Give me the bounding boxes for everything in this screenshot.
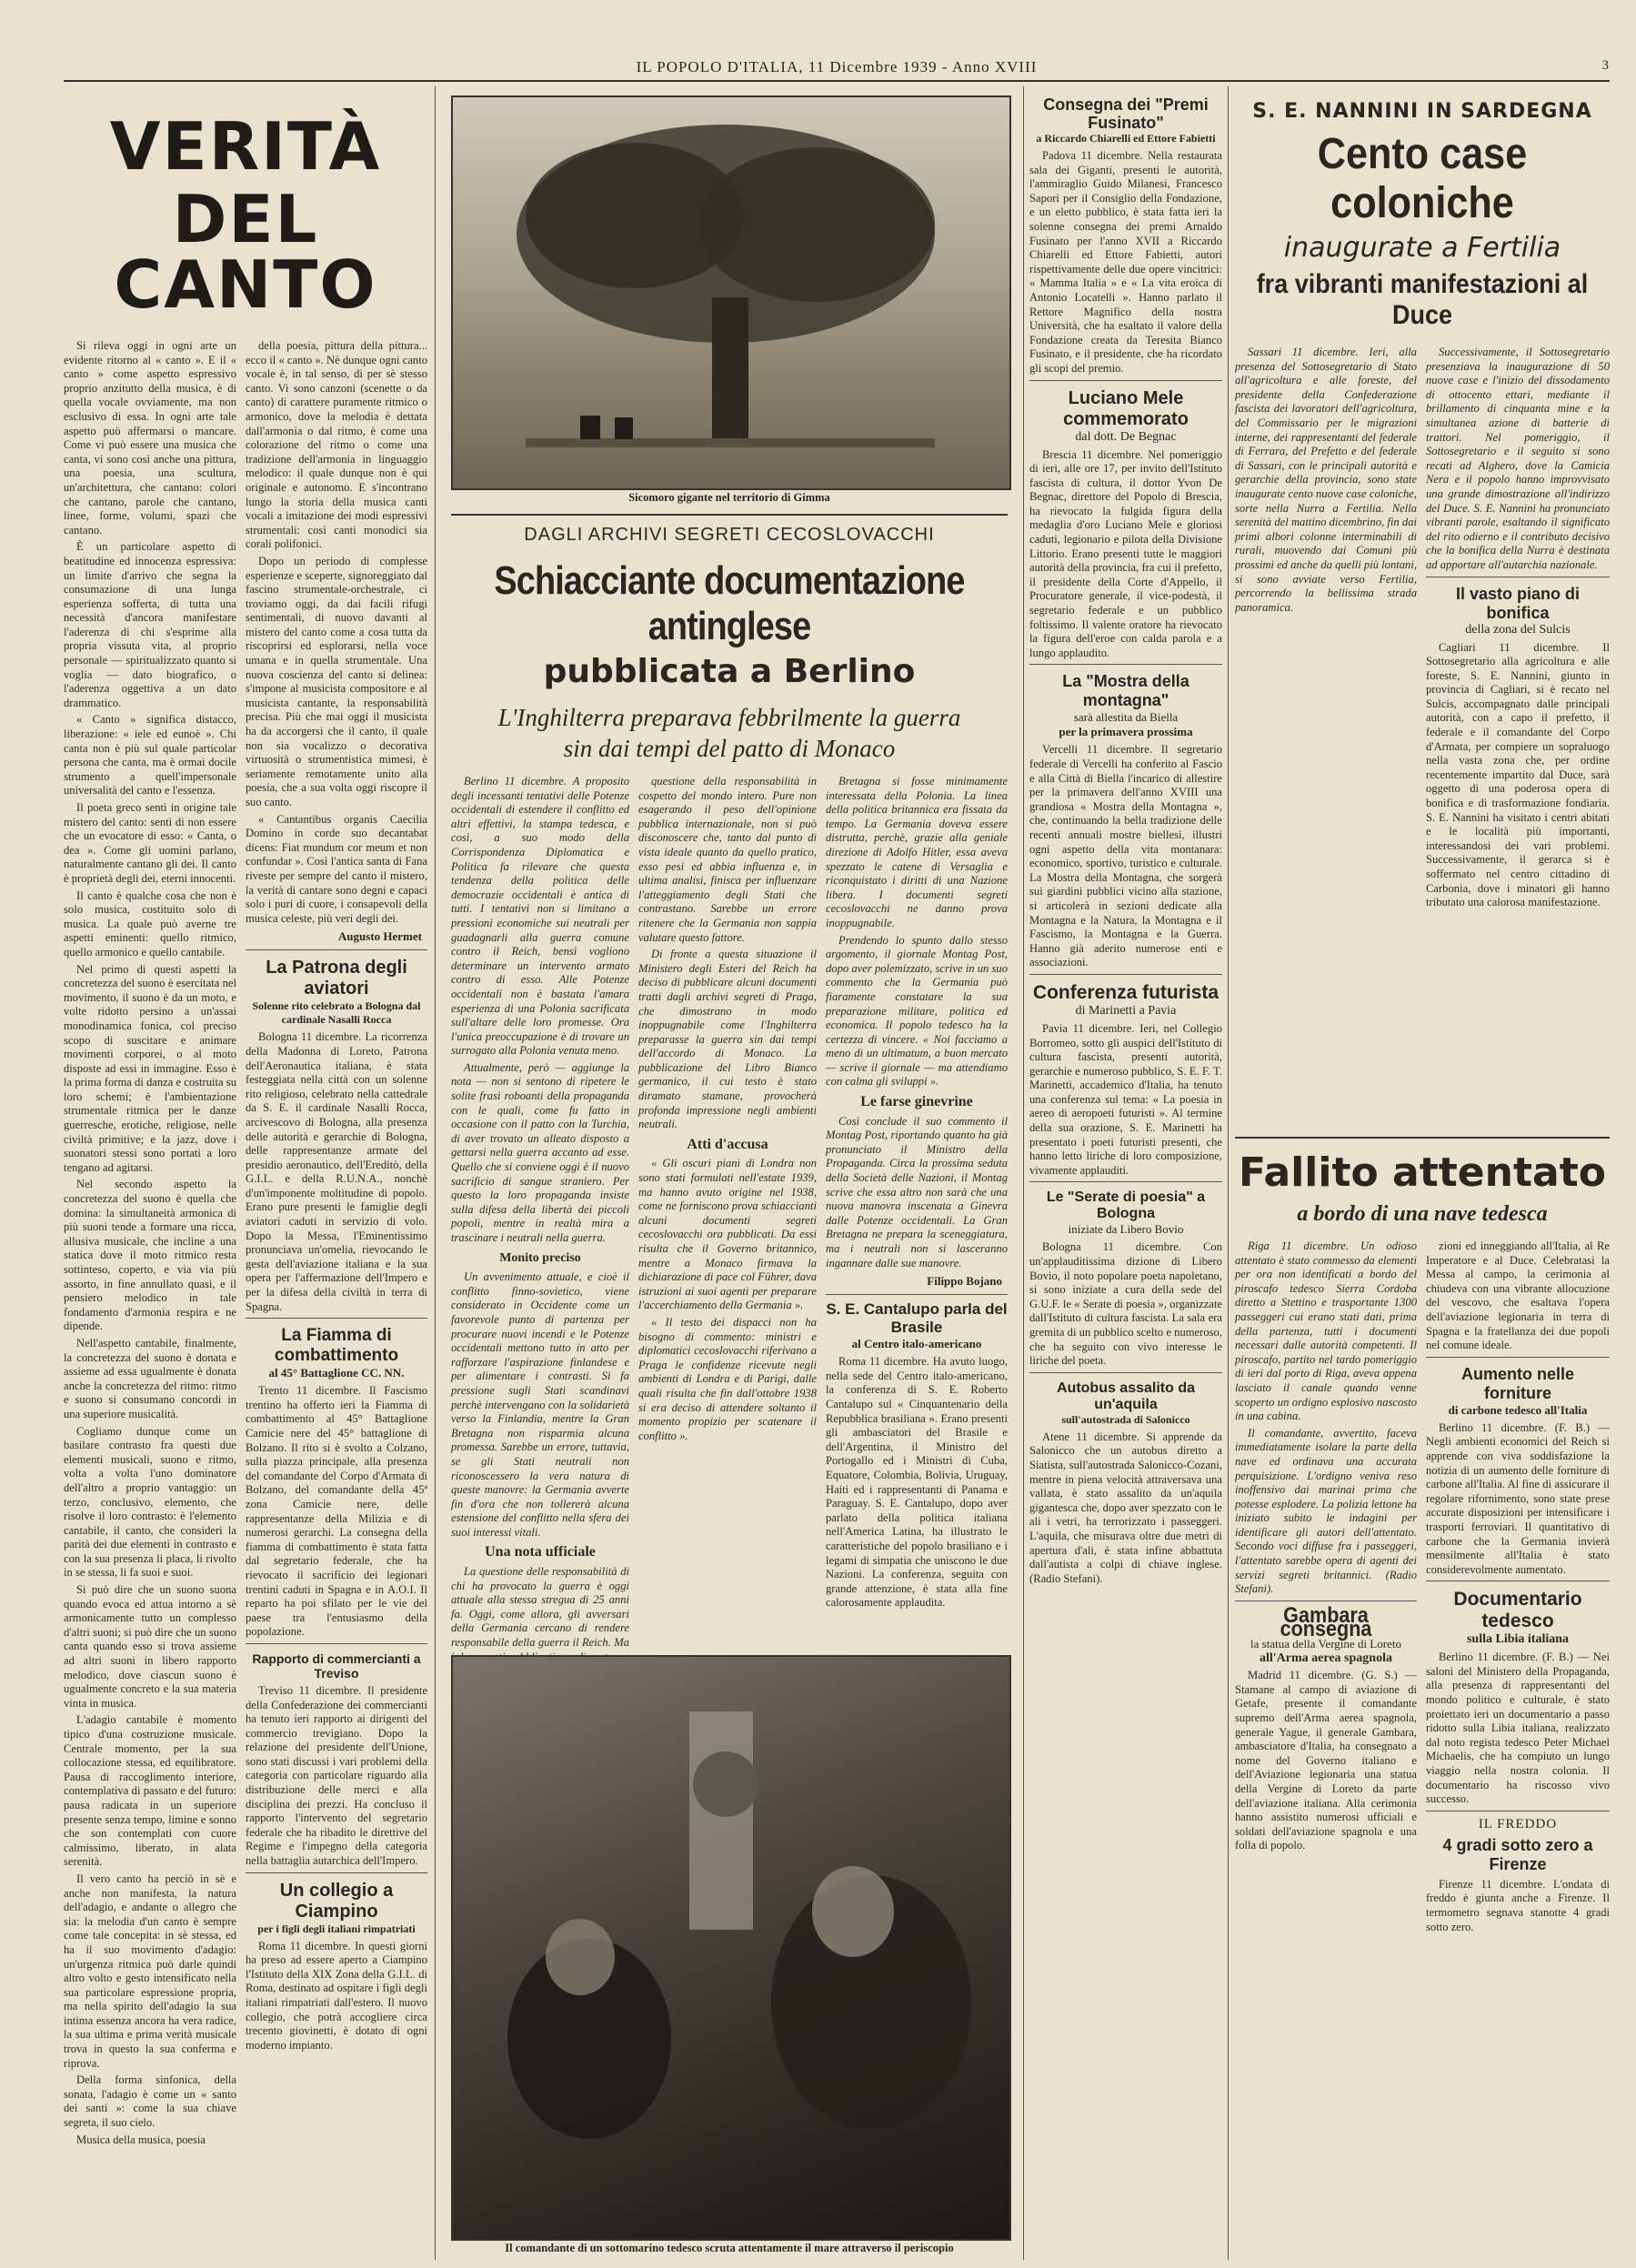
subhead-nota-ufficiale: Una nota ufficiale — [485, 1544, 596, 1561]
author-signature: Augusto Hermet — [337, 929, 422, 944]
paragraph: Bologna 11 dicembre. La ricorrenza della Madonna di Loreto, Patrona dell'Aeronautica italiana, è stata festeggiata nella città con un solenne rito religioso, celebrato nella cattedrale da S. E. il cardinale Nasalli Rocca, arcivescovo di Bologna, alla presenza delle autorità e gerarchie di Bologna, delle rappresentanze armate del presidio aeronautico, dell'Ereditò, della G.I.L. e della R.U.N.A., nonchè d'un'imponente moltitudine di popolo. Erano pure presenti le famiglie degli aviatori caduti in servizio di volo. Dopo la Messa, l'Eminentissimo pronunciava un'omelia, rievocando le gesta dell'aviazione italiana e la sua opera per l'affermazione dell'Impero e per la difesa della civiltà in terra di Spagna. — [246, 1030, 427, 1313]
paragraph: Vercelli 11 dicembre. Il segretario federale di Vercelli ha conferito al Fascio e alla Città di Biella l'incarico di allestire per la primavera dell'anno XVIII una grandiosa « Mostra della Montagna », che, continuando la bella tradizione delle recenti annuali mostre biellesi, illustri ogni aspetto della vita montanara: economico, sportivo, turistico e culturale. La Mostra della Montagna, che sorgerà sui giardini pubblici vicino alla stazione, si articolerà in sezioni dedicate alla Montagna e la Natura, la Montagna e il Fascismo, la Montagna e la Guerra. Hanno già aderito numerose enti e associazioni. — [1029, 743, 1222, 969]
divider — [451, 514, 1008, 516]
paragraph: Roma 11 dicembre. In questi giorni ha preso ad essere aperto a Ciampino l'Istituto della XIX Zona della G.I.L. di Roma, destinato ad ospitare i figli degli italiani rimpatriati dall'estero. Il nuovo collegio, che potrà accogliere circa trecento giovinetti, è dotato di ogni moderno impianto. — [246, 1939, 427, 2052]
divider — [1426, 1357, 1610, 1358]
headline-cantalupo-brasile: S. E. Cantalupo parla del Brasile — [826, 1300, 1008, 1337]
subhead-carbone: di carbone tedesco all'Italia — [1448, 1402, 1588, 1417]
article-cento-case — [1235, 346, 1417, 913]
paragraph: Musica della musica, poesia — [76, 2133, 206, 2146]
paragraph: Sassari 11 dicembre. Ieri, alla presenza del Sottosegretario di Stato all'agricoltura e alle foreste, del presidente della Confederazione fascista dei lavoratori dell'agricoltura, del Commissario per le migrazioni interne, dei rappresentanti del federale di Ferrara, del Prefetto e del federale di Sassari, con le principali autorità e gerarchie della provincia, sono state inaugurate cento nuove case coloniche, sorte nella Nurra a Fertilia. Nella serenità del mattino dicembrino, fin dai primi albori colonne interminabili di rurali, muovendo dai Comuni più prossimi ed anche da quelli più lontani, si sono avviate verso Fertilia, percorrendo la bellissima strada panoramica. — [1235, 346, 1417, 614]
paragraph: questione della responsabilità in cospetto del mondo intero. Pure non esagerando il peso dell'opinione pubblica internazionale, non si può disconoscere che, tanto dal punto di vista ideale quanto da quello pratico, esso pesi ed abbia influenza e, in ultima analisi, finisca per influenzare l'atteggiamento degli Stati che contrastano. Sarebbe un errore ritenere che la Germania non sappia valutare questo fattore. — [638, 775, 817, 944]
paragraph: Pavia 11 dicembre. Ieri, nel Collegio Borromeo, sotto gli auspici dell'Istituto di cultura fascista, presenti autorità, gerarchie e numeroso pubblico, S. E. F. T. Marinetti, accademico d'Italia, ha tenuto una conferenza sul tema: « La poesia in aereo di aeropoeti futuristi ». Al termine della sua orazione, S. E. Marinetti ha presentato i poeti futuristi presenti, che hanno letto liriche di loro composizione, vivamente applauditi. — [1029, 1021, 1222, 1177]
author-signature-bojano: Filippo Bojano — [927, 1274, 1002, 1289]
headline-cento-case: Cento case coloniche — [1317, 130, 1528, 227]
paragraph: È un particolare aspetto di beatitudine ed innocenza espressiva: un limite d'arrivo che segna la consumazione di una lunga esperienza sofferta, di tutta una necessità d'ancora manifestare l'aderenza di chi s'esprime alla propria vissuta vita, al proprio personale — spiritualizzato quanto si voglia — dato biografico, o l'aderenza oggettiva a un dato drammatico. — [64, 540, 236, 709]
headline-patrona-aviatori: La Patrona degli aviatori — [266, 958, 407, 999]
headline-luciano-mele: Luciano Mele commemorato — [1063, 387, 1189, 429]
subhead-de-begnac: dal dott. De Begnac — [1075, 429, 1177, 444]
paragraph: Padova 11 dicembre. Nella restaurata sala dei Giganti, presenti le autorità, l'ammiraglio Guido Milanesi, Francesco Sapori per il Consiglio della Fondazione, e un eletto pubblico, è stata fatta ieri la solenne consegna dei premi Arnaldo Fusinato per l'anno XVII a Riccardo Chiarelli ed Ettore Fabietti, autori rispettivamente delle due opere vincitrici: « Mamma Italia » e « La vita eroica di Antonio Locatelli ». Hanno parlato il Rettore Magnifico della nostra Università, che ha esaltato il valore della Fondazione creata da Teresita Bianco Fusinato, e il presidente, che ha ricordato gli scopi del premio. — [1029, 149, 1222, 375]
headline-autobus-aquila: Autobus assalito da un'aquila — [1056, 1380, 1196, 1412]
headline-verita: VERITÀ — [109, 108, 382, 185]
article-verita-col-a — [64, 339, 236, 2150]
photo-sycamore — [451, 95, 1011, 490]
label-freddo: IL FREDDO — [1478, 1816, 1558, 1831]
paragraph: Attualmente, però — aggiunge la nota — non si sentono di ripetere le solite frasi roboanti della propaganda con le quali, come fu fatto in occasione con il patto con la Turchia, di aver trovato un alleato disposto a gettarsi nella guerra accanto ad esse. Quello che si conviene oggi è il nuovo sacrificio di sangue straniero. Per questo la loro propaganda insiste sulla difesa della libertà dei piccoli popoli, mentre in realtà mira a trascinare i neutrali nella guerra. — [451, 1060, 629, 1244]
subhead-atti-accusa: Atti d'accusa — [687, 1136, 768, 1152]
submarine-illustration — [453, 1657, 1009, 2239]
paragraph: Nel primo di questi aspetti la concretezza del suono è esercitata nel movimento, il suono è da un moto, e volte ridotto persino a un'assai monodinamica fonica, col preciso scopo di suscitare e animare movimenti corporei, o al moto disposte ad essi in immagine. Esso è la prima forma di danza e costruita su loro schemi; è l'ambientazione strumentale ritmica per le danze guerresche, erotiche, religiose, nelle civiltà primitive; e la jazz, dove i suonatori stessi sono portati a loro tengano ad agitarsi. — [64, 962, 236, 1174]
divider — [1029, 974, 1222, 975]
paragraph: L'adagio cantabile è momento tipico d'una costruzione musicale. Centrale momento, per la sua collocazione stessa, ed equilibratore. Pausa di raccoglimento interiore, contemplativa di passato e del futuro: pausa radicata in un superiore presente senza tempo, limine e sonno che son contemplati con cuore calmissimo, liberato, in alata serenità. — [64, 1713, 236, 1869]
subhead-farse-ginevrine: Le farse ginevrine — [860, 1094, 973, 1110]
subhead-nave-tedesca: a bordo di una nave tedesca — [1297, 1202, 1548, 1226]
paragraph: Un avvenimento attuale, e cioè il conflitto finno-sovietico, viene considerato in Occidente come un favorevole punto di partenza per procurare nuovi incendi e le Potenze occidentali mettono tutto in atto per rafforzare l'aspirazione finlandese e per alimentare i contrasti. Si fa pressione sugli Stati scandinavi perchè intervengano con la solidarietà verso la Finlandia, mentre la Gran Bretagna non risparmia alcuna promessa. Sarebbe un errore, tuttavia, se gli Stati neutrali non riconoscessero la vera natura di queste manovre: la Germania avverte fin d'ora che non tollererà alcuna estensione del conflitto nella sfera dei suoi interessi vitali. — [451, 1270, 629, 1539]
headline-serate-poesia: Le "Serate di poesia" a Bologna — [1046, 1189, 1206, 1222]
main-article-col-b — [638, 775, 817, 1738]
divider — [246, 1872, 427, 1873]
subhead-salonicco: sull'autostrada di Salonicco — [1061, 1412, 1190, 1426]
paragraph: Cagliari 11 dicembre. Il Sottosegretario alla agricoltura e alle foreste, S. E. Nannini, giunto in provincia di Cagliari, si è recato nel Sulcis, accompagnato dalle principali autorità, con a capo il prefetto, il federale e il comandante del Corpo d'Armata, per compiere un sopraluogo nella vasta zona che, per ordine recentemente impartito dal Duce, sarà oggetto di una poderosa opera di bonifica e di trasformazione fondiaria. S. E. Nannini ha visitato i centri abitati e le località più importanti, interessandosi dei vari problemi. Successivamente, il gerarca si è soffermato nel centro cittadino di Carbonia, dove i minatori gli hanno tributato una calorosa manifestazione. — [1426, 640, 1610, 909]
paragraph: della poesia, pittura della pittura... ecco il « canto ». Nè dunque ogni canto vocale è, in tal senso, di per sè stesso canto. Vi sono canzoni (scenette o da canto) di carattere puramente ritmico o armonico, dove la melodia è dettata dall'armonia o dal ritmo, è come una colorazione del ritmo o come una tradizione dell'armonia in linguaggio melodico: il quale dunque non è qui originale e autonomo. E s'incontrano lungo la storia della musica canti vocali a imitazione dei modi espressivi strumentali: così canti monodici sia corali polifonici. — [246, 339, 427, 551]
paragraph: Nel secondo aspetto la concretezza del suono è quella che domina: la simultaneità armonica di più suoni tende a formare una ricca, allusiva musicale, che incline a una statica dove il moto ritmico resta sottinteso, coperto, e via via più assorto, in fine annullato quasi, e il pensiero melodico in tale fondamento d'armonia respira e ne dipende. — [64, 1178, 236, 1333]
paragraph: Successivamente, il Sottosegretario presenziava la inaugurazione di 50 nuove case e l'inizio del dissodamento di ottocento ettari, mediante il brillamento di cinquanta mine e la simultanea azione di batterie di trattori. Nel pomeriggio, il Sottosegretario e il seguito si sono recati ad Alghero, dove la Camicia Nera e il popolo hanno improvvisato una grande dimostrazione all'indirizzo del Duce. S. E. Nannini ha pronunciato vibranti parole, esaltando il significato del rito odierno e il contributo decisivo che la bonifica della Nurra è destinata ad apportare all'autarchia nazionale. — [1426, 346, 1610, 571]
paragraph: Berlino 11 dicembre. (F. B.) — Negli ambienti economici del Reich si apprende con viva soddisfazione la notizia di un aumento delle forniture di carbone all'Italia. Al fine di assicurare il regolare rifornimento, sono state prese accurate disposizioni per intensificare i trasporti ferroviari. Il quantitativo di carbone che la Germania invierà mensilmente all'Italia è stato considerevolmente aumentato. — [1426, 1420, 1610, 1576]
article-fallito-attentato — [1235, 1239, 1417, 1937]
headline-del-canto: DEL CANTO — [114, 181, 377, 323]
subhead-cantalupo: al Centro italo-americano — [851, 1337, 982, 1351]
paragraph: Cogliamo dunque come un basilare contrasto fra questi due elementi musicali, suono e ritmo, volta a volta l'uno dominatore dell'altro a proprio vantaggio: un terzo, conclusivo, elemento, che risolve il loro contrasto: è l'elemento cantabile, il canto, che consideri la parità dei due elementi in contrasto e con la sua presenza li placa, li rivolto in se stessa, li fa suoi e suoi. — [64, 1424, 236, 1580]
page-number: 3 — [1601, 58, 1610, 73]
main-article-col-c — [826, 775, 1008, 1738]
headline-premi-fusinato: Consegna dei "Premi Fusinato" — [1043, 95, 1209, 132]
paragraph: Atene 11 dicembre. Si apprende da Salonicco che un autobus diretto a Siatista, sull'autostrada Salonicco-Cozani, mentre in piena velocità attraversava una vallata, è stato assalito da un'aquila gigantesca che, dopo aver spezzato con le ali i vetri, ha terrorizzato i passeggeri. L'aquila, che misurava oltre due metri di apertura d'ali, è stata infine abbattuta dall'autista a colpi di chiave inglese. (Radio Stefani). — [1029, 1430, 1222, 1585]
paragraph: Berlino 11 dicembre. A proposito degli incessanti tentativi delle Potenze occidentali di estendere il conflitto ed altri effettivi, la stampa tedesca, e così, a suo modo della Corrispondenza Diplomatica e Politica fa rilevare che questa tendenza della politica delle democrazie occidentali è antica di tutti. I tentativi non si limitano a pressioni economiche sui neutrali per guadagnarli alla guerra comune contro il Reich, bensì vogliono determinare un intervento armato contro di esso. Alle Potenze occidentali non è bastata l'amara esperienza di una Polonia sacrificata sull'altare delle loro promesse. Ora l'unica preoccupazione è di trovare un surrogato alla Polonia venuta meno. — [451, 775, 629, 1058]
divider — [1029, 1372, 1222, 1373]
paragraph: Il canto è qualche cosa che non è solo musica, costituito solo di musica. La quale può averne tre aspetti eminenti: quello ritmico, quello armonico e quello cantabile. — [64, 888, 236, 958]
column-rule — [435, 86, 436, 2260]
divider — [1029, 664, 1222, 665]
subhead-fusinato: a Riccardo Chiarelli ed Ettore Fabietti — [1036, 132, 1216, 145]
subhead-vergine-loreto: la statua della Vergine di Loreto — [1250, 1637, 1401, 1651]
paragraph: Prendendo lo spunto dallo stesso argomento, il giornale Montag Post, dopo aver polemizzato, scrive in un suo commento che la Germania può fiaramente constatare la sua preparazione militare, politica ed economica. Il popolo tedesco ha la certezza di vincere. « Noi facciamo a meno di un ultimatum, a buon mercato — scrive il giornale — ma attendiamo con calma gli sviluppi ». — [826, 933, 1008, 1089]
divider — [1029, 380, 1222, 381]
paragraph: La questione delle responsabilità di chi ha provocato la guerra è oggi attuale alla stessa stregua di 25 anni fa. Oggi, come allora, gli avversari della Germania cercano di rendere responsabile della guerra il Reich. Ma — [451, 1565, 629, 1650]
article-right-col-b — [1426, 1239, 1610, 1937]
masthead-title: IL POPOLO D'ITALIA, 11 Dicembre 1939 - Anno XVIII — [636, 58, 1038, 75]
paragraph: Firenze 11 dicembre. L'ondata di freddo è giunta anche a Firenze. Il termometro segnava stanotte 4 gradi sotto zero. — [1426, 1877, 1610, 1933]
section-label-archivi: DAGLI ARCHIVI SEGRETI CECOSLOVACCHI — [524, 525, 935, 545]
column-news-briefs — [1029, 95, 1222, 2260]
article-verita-col-b — [246, 339, 427, 2150]
subhead-libia: sulla Libia italiana — [1466, 1632, 1570, 1647]
headline-mostra-montagna: La "Mostra della montagna" — [1062, 672, 1189, 710]
paragraph: Nell'aspetto cantabile, finalmente, la concretezza del suono è donata e assieme ad essa ugualmente è donata anche la concretezza del ritmo: ritmo e suono si consumano concordi in una superiore musicalità. — [64, 1336, 236, 1420]
headline-forniture-carbone: Aumento nelle forniture — [1460, 1364, 1574, 1402]
subhead-patrona: Solenne rito celebrato a Bologna dal cardinale Nasalli Rocca — [252, 999, 421, 1027]
divider — [1029, 1181, 1222, 1182]
main-subheadline: L'Inghilterra preparava febbrilmente la guerra sin dai tempi del patto di Monaco — [497, 704, 961, 762]
headline-fiamma-combattimento: La Fiamma di combattimento — [274, 1326, 399, 1366]
main-article-col-a — [451, 775, 629, 1738]
subhead-fiamma: al 45° Battaglione CC. NN. — [268, 1366, 405, 1380]
divider — [826, 1294, 1008, 1295]
paragraph: Brescia 11 dicembre. Nel pomeriggio di ieri, alle ore 17, per invito dell'Istituto fascista di cultura, il dottor Yvon De Begnac, direttore del Popolo di Brescia, ha rievocato la fulgida figura della medaglia d'oro Luciano Mele e gloriosi caduti, legionario e pilota della Divisione Littorio. Erano presenti tutte le maggiori autorità della provincia, fra cui il prefetto, il presidente della Corte d'Appello, il Procuratore generale, il vice-podestà, il segretario federale e un pubblico foltissimo. Il valente oratore ha rievocato la figura dell'eroe con calda parola e a lungo applaudito. — [1029, 447, 1222, 659]
paragraph: zioni ed inneggiando all'Italia, al Re Imperatore e al Duce. Celebratasi la Messa al campo, la cerimonia al chiudeva con una vibrante allocuzione del vescovo, che esaltava l'opera dell'aviazione legionaria in terra di Spagna e la fratellanza dei due popoli nel comune ideale. — [1426, 1239, 1610, 1352]
subhead-manifestazioni-duce: fra vibranti manifestazioni al Duce — [1256, 269, 1589, 330]
masthead — [64, 56, 1610, 82]
paragraph: Il poeta greco sentì in origine tale mistero del canto: sentì di non essere che un evocatore di esso: « Canta, o dea ». Come gli uomini parlano, naturalmente cantano gli dei. Il canto è proprietà degli dei, eterni innocenti. — [64, 801, 236, 885]
subhead-libero-bovio: iniziate da Libero Bovio — [1068, 1222, 1184, 1237]
divider — [246, 1643, 427, 1644]
label-nannini-sardegna: S. E. NANNINI IN SARDEGNA — [1252, 100, 1592, 123]
photo-caption-submarine: Il comandante di un sottomarino tedesco scruta attentamente il mare attraverso il periscopio — [505, 2242, 954, 2254]
main-headline: Schiacciante documentazione antinglese — [494, 558, 965, 648]
paragraph: Bologna 11 dicembre. Con un'applauditissima dizione di Libero Bovio, il noto popolare poeta napoletano, si sono iniziate a cura della sede del G.U.F. le « Serate di poesia », organizzate dall'Istituto di cultura fascista. La sala era gremita di un pubblico scelto e numeroso, che ha seguito con vivo interesse le liriche del poeta. — [1029, 1240, 1222, 1368]
divider — [246, 949, 427, 950]
paragraph: « Canto » significa distacco, liberazione: « iele ed eunoè ». Chi canta non è più sul quale particolar persona che canta, ma è ormai docile strumento a quell'impersonale universalità del canto e l'essenza. — [64, 713, 236, 798]
column-rule — [1023, 86, 1024, 2260]
headline-gradi-firenze: 4 gradi sotto zero a Firenze — [1442, 1835, 1593, 1873]
paragraph: Riga 11 dicembre. Un odioso attentato è stato commesso da elementi per ora non identificati a bordo del piroscafo tedesco Sierra Cordoba diretto a Stettino e trasportante 1300 passeggeri cui erano stati dati, prima della partenza, tutti i documenti necessari dalle autorità competenti. Il piroscafo, partito nel tardo pomeriggio di ieri dal porto di Riga, aveva appena lasciato il canale quando venne scoperto un ordigno esplosivo nascosto in una cabina. — [1235, 1239, 1417, 1423]
column-rule — [1228, 86, 1229, 2260]
photo-caption-sycamore: Sicomoro gigante nel territorio di Gimma — [628, 491, 830, 504]
divider — [246, 1318, 427, 1319]
paragraph: Si può dire che un suono suona quando evoca ed attua intorno a sè armonicamente tutto un complesso d'altri suoni; si può dire che un suono canta quando esso si trova assieme ad altri suoni in libero rapporto melodico, dove ciascun suono è ugualmente concreto e la sua materia vinta in musica. — [64, 1583, 236, 1710]
column-culture — [64, 86, 427, 2260]
divider — [1235, 1137, 1610, 1139]
article-cento-case-col-b — [1426, 346, 1610, 913]
paragraph: Si rileva oggi in ogni arte un evidente ritorno al « canto ». E il « canto » come aspetto espressivo proprio anzitutto della musica, è di quella vocale ovviamente, ma non esclusivo di essa. In ogni arte tale aspetto può affermarsi o mancare. Come vi può essere una musica che canta, vi sono così anche una pittura, una poesia, una scultura, un'architettura, che cantano: colori che cantano, parole che cantano, linee, forme, volumi, spazi che cantano. — [64, 339, 236, 537]
subhead-marinetti: di Marinetti a Pavia — [1075, 1003, 1177, 1018]
headline-collegio-ciampino: Un collegio a Ciampino — [279, 1880, 394, 1922]
headline-piano-bonifica: Il vasto piano di bonifica — [1455, 584, 1581, 622]
headline-fallito-attentato: Fallito attentato — [1239, 1149, 1606, 1196]
paragraph: Berlino 11 dicembre. (F. B.) — Nei saloni del Ministero della Propaganda, alla presenza di rappresentanti del mondo politico e culturale, è stato proiettato ieri un documentario a passo ridotto sulla Libia italiana, realizzato dal noto regista tedesco Peter Michael Michaelis, che ha compiuto un lungo viaggio nella nostra colonia. Il documentario ha riscosso vivo successo. — [1426, 1651, 1610, 1806]
paragraph: Roma 11 dicembre. Ha avuto luogo, nella sede del Centro italo-americano, la conferenza di S. E. Roberto Cantalupo sul « Cinquantenario della Repubblica brasiliana ». Erano presenti gli ambasciatori del Brasile e dell'Argentina, il Ministro del Portogallo ed i Ministri di Cuba, Equatore, Colombia, Bolivia, Uruguay, Haiti ed i rappresentanti di Panama e Paraguay. S. E. Cantalupo, dopo aver parlato della politica italiana nell'America Latina, ha illustrato le caratteristiche del popolo brasiliano e i legami di simpatia che uniscono le due Nazioni. La conferenza, seguita con grande attenzione, è stata alla fine calorosamente applaudita. — [826, 1355, 1008, 1610]
paragraph: Così conclude il suo commento il Montag Post, riportando quanto ha già pronunciato il Ministro della Propaganda. Circa la prossima seduta della Società delle Nazioni, il Montag scrive che essa altro non sarà che una nuova manovra inscenata a Ginevra dalle Potenze occidentali. La Gran Bretagna ne prepara la sceneggiatura, ma i neutrali non si lasceranno ingannare dalle sue manovre. — [826, 1114, 1008, 1269]
subhead-arma-aerea: all'Arma aerea spagnola — [1260, 1651, 1392, 1665]
paragraph: Di fronte a questa situazione il Ministero degli Esteri del Reich ha deciso di pubblicare alcuni documenti tratti dagli archivi segreti di Praga, che dimostrano in modo inoppugnabile come l'Inghilterra preparasse la guerra sin dai tempi dell'accordo di Monaco. La pubblicazione del Libro Bianco germanico, il cui testo è stato diramato stamane, provocherà profonda impressione negli ambienti neutrali. — [638, 948, 817, 1131]
headline-gambara-consegna: Gambara consegna — [1280, 1602, 1372, 1642]
column-right — [1235, 91, 1610, 2260]
subhead-fertilia: inaugurate a Fertilia — [1283, 232, 1561, 264]
headline-documentario-tedesco: Documentario tedesco — [1453, 1589, 1582, 1632]
headline-conferenza-futurista: Conferenza futurista — [1032, 981, 1219, 1003]
paragraph: Trento 11 dicembre. Il Fascismo trentino ha offerto ieri la Fiamma di combattimento al 45° Battaglione Camicie nere del 45° battaglione di Bolzano. Il rito si è svolto a Colzano, sulla piazza principale, alla presenza del comandante del Corpo d'Armata di Bolzano, del comandante della 45ª zona Camicie nere, delle rappresentanze della Milizia e di numerosi gerarchi. La consegna della fiamma di combattimento è stata fatta dal segretario federale, che ha rievocato il sacrificio dei legionari trentini caduti in Spagna e in A.O.I. Il reparto ha poi sfilato per le vie del paese tra l'entusiasmo della popolazione. — [246, 1384, 427, 1639]
paragraph: Dopo un periodo di complesse esperienze e sceperte, signoreggiato dal fascino strumentale-orchestrale, ci troviamo oggi, da dai facili rifugi sentimentali, di nuovo davanti al mistero del canto come a cosa tutta da riscoprirsi ed esplorarsi, nella voce umana e in quella strumentale. Una nuova coscienza del canto si delinea: s'impone al musicista compositore e al musicista cantante, la responsabilità precisa. Più che mai oggi il musicista ha da accorgersi che il canto, il quale non sia vocalizzo o decorativa virtuosità o strumentistica mimesi, è seriamente remotamente unito alla poesia, che a sua volta oggi riscopre il suo canto. — [246, 554, 427, 808]
paragraph: Della forma sinfonica, della sonata, l'adagio è come un « santo dei santi »: come la sua chiave segreta, il suo cielo. — [64, 2073, 236, 2130]
subhead-biella: sarà allestita da Biella — [1073, 710, 1179, 725]
paragraph: « Cantantibus organis Caecilia Domino in corde suo decantabat dicens: Fiat mundum cor meum et non confundar ». Così l'antica santa di Fana riveste per sempre del canto il mistero, la verità di cantare sono degni e capaci solo i puri di cuore, i consapevoli della musica celeste, più veri degli dei. — [246, 812, 427, 925]
paragraph: Il vero canto ha perciò in sè e anche non manifesta, la natura dell'adagio, e andante o allegro che sia: la melodia d'un canto è sempre come tale concepita: in sè stessa, ed ha il suo movimento d'adagio: un'urgenza ritmica può darle quindi altro volto e gesto intensificato nella sua particolare espressione propria, ma nella spirito dell'adagio la sua intima essenza ancora ha vera radice, la sua ultima e prima verità musicale trova in questo la sua conferma e riprova. — [64, 1872, 236, 2070]
paragraph: « Il testo dei dispacci non ha bisogno di commento: ministri e diplomatici cecoslovacchi riferivano a Praga le confidenze ricevute negli ambienti di Londra e di Parigi, dalle quali risulta che fin dall'ottobre 1938 si era deciso di attendere soltanto il momento propizio per scatenare il conflitto ». — [638, 1315, 817, 1442]
photo-submarine — [451, 1655, 1011, 2241]
tree-illustration — [453, 97, 1009, 488]
subhead-sulcis: della zona del Sulcis — [1465, 622, 1571, 637]
paragraph: « Gli oscuri piani di Londra non sono stati formulati nell'estate 1939, ma hanno avuto origine nel 1938, come ne forniscono prova schiaccianti alcuni documenti segreti cecoslovacchi ora pubblicati. Da essi risulta che il Governo britannico, mentre a Monaco firmava la dichiarazione di pace col Führer, dava istruzioni ai suoi agenti per preparare l'accerchiamento della Germania ». — [638, 1157, 817, 1312]
paragraph: Il comandante, avvertito, faceva immediatamente isolare la parte della nave ed ordinava una accurata perquisizione. L'ordigno veniva reso inoffensivo dai marinai prima che potesse esplodere. La polizia lettone ha iniziato subito le indagini per identificare gli autori dell'attentato. Secondo voci diffuse fra i passeggeri, l'attentato sarebbe opera di agenti dei servizi segreti britannici. (Radio Stefani). — [1235, 1426, 1417, 1596]
main-headline-line2: pubblicata a Berlino — [543, 653, 916, 690]
subhead-ciampino: per i figli degli italiani rimpatriati — [257, 1922, 416, 1935]
column-main — [444, 86, 1019, 2260]
headline-rapporto-commercianti: Rapporto di commercianti a Treviso — [252, 1651, 421, 1681]
paragraph: Bretagna si fosse minimamente interessata della Polonia. La linea della politica britannica era fissata da tempo. La Germania doveva essere distrutta, perchè, grazie alla geniale direzione di Adolfo Hitler, essa aveva spezzato le catene di Versaglia e riconquistato i diritti di una Nazione libera. I documenti segreti cecoslovacchi ne danno prova inoppugnabile. — [826, 775, 1008, 929]
subhead-monito: Monito preciso — [499, 1250, 581, 1265]
paragraph: Madrid 11 dicembre. (G. S.) — Stamane al campo di aviazione di Getafe, presente il comandante supremo dell'Arma aerea spagnola, generale Yague, il generale Gambara, ambasciatore d'Italia, ha consegnato a nome del Governo italiano e dell'Aviazione legionaria una statua della Vergine di Loreto da parte dell'aviazione italiana. Alla cerimonia hanno assistito numerosi ufficiali e soldati dell'aviazione spagnola e una folla di popolo. — [1235, 1669, 1417, 1852]
paragraph: Treviso 11 dicembre. Il presidente della Confederazione dei commercianti ha tenuto ieri rapporto ai dirigenti del commercio trevigiano. Dopo la relazione del presidente dell'Unione, sono stati discussi i vari problemi della categoria con particolare riguardo alla distribuzione delle merci e alla disciplina dei prezzi. Ha concluso il rapporto l'intervento del segretario federale che ha ribadito le direttive del Regime e l'impegno della categoria nella battaglia autarchica dell'Impero. — [246, 1683, 427, 1868]
subhead-primavera: per la primavera prossima — [1059, 725, 1193, 739]
